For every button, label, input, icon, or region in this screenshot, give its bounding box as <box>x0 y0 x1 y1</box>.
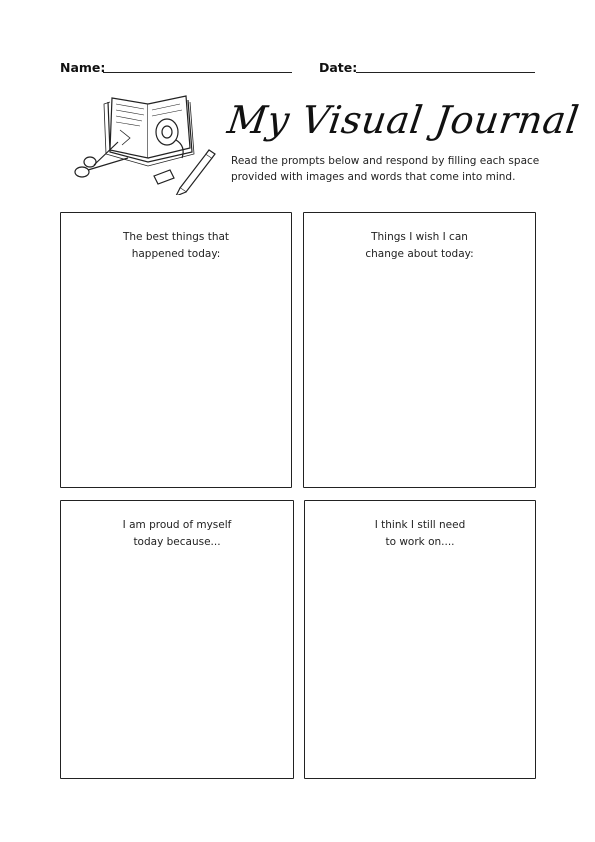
prompt-box-proud[interactable] <box>60 500 294 779</box>
eraser-icon <box>154 170 174 184</box>
prompt-text: I think I still need to work on.... <box>374 519 466 548</box>
name-field[interactable] <box>103 72 292 73</box>
prompt-box-best-things[interactable] <box>60 212 292 488</box>
prompt-text: The best things that happened today: <box>122 231 230 260</box>
instructions-text: Read the prompts below and respond by filling each space provided with images and words that come into mind. <box>231 155 540 183</box>
prompt-text: I am proud of myself today because... <box>122 519 232 548</box>
name-label: Name: <box>60 60 106 75</box>
craft-supplies-illustration <box>70 90 220 195</box>
prompt-box-work-on[interactable] <box>304 500 536 779</box>
open-book-icon <box>104 96 194 166</box>
prompt-text: Things I wish I can change about today: <box>365 231 474 260</box>
date-field[interactable] <box>356 72 535 73</box>
prompt-box-wish-change[interactable] <box>303 212 536 488</box>
page-title: My Visual Journal <box>224 98 582 142</box>
date-label: Date: <box>319 60 358 75</box>
